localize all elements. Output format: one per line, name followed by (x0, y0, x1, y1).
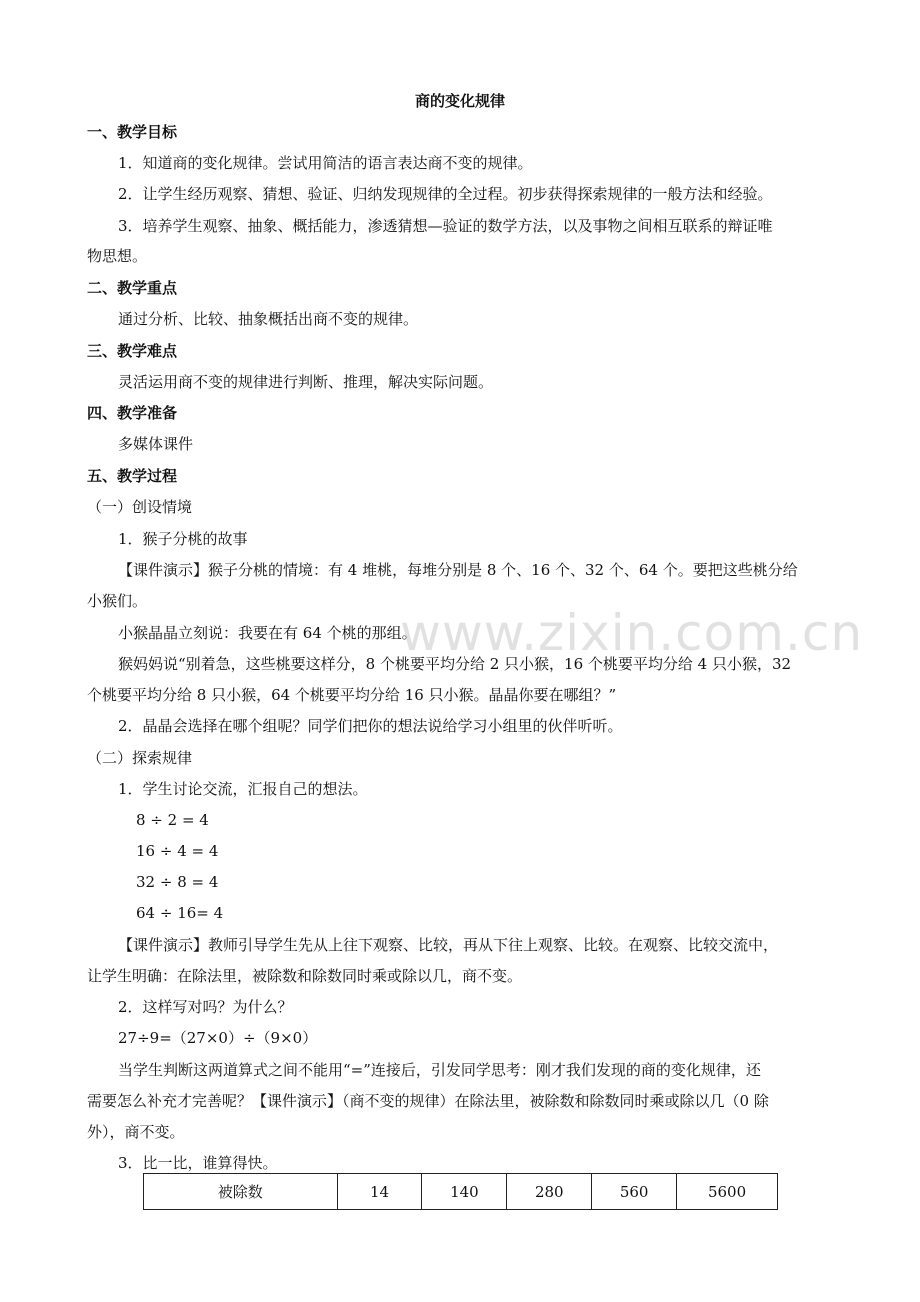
part2-demo-line1: 【课件演示】教师引导学生先从上往下观察、比较，再从下往上观察、比较。在观察、比较交流中， (118, 936, 779, 954)
section-heading-difficulties: 三、教学难点 (87, 342, 178, 360)
equation-2: 16 ÷ 4 = 4 (136, 842, 219, 860)
part2-item3: 3．比一比，谁算得快。 (118, 1154, 278, 1172)
section-heading-process: 五、教学过程 (87, 467, 178, 485)
part1-item2: 2．晶晶会选择在哪个组呢？同学们把你的想法说给学习小组里的伙伴听听。 (118, 717, 623, 735)
watermark: www.zixin.com.cn (400, 604, 864, 662)
part1-quote2-line1: 猴妈妈说“别着急，这些桃要这样分，8 个桃要平均分给 2 只小猴，16 个桃要平均分给 4 只小猴，32 (118, 655, 792, 673)
part2-demo-line2: 让学生明确：在除法里，被除数和除数同时乘或除以几，商不变。 (87, 967, 523, 985)
part1-item1: 1．猴子分桃的故事 (118, 530, 248, 548)
table-cell: 280 (507, 1174, 592, 1210)
objective-2: 2．让学生经历观察、猜想、验证、归纳发现规律的全过程。初步获得探索规律的一般方法和经验。 (118, 185, 773, 203)
part2-item1: 1．学生讨论交流，汇报自己的想法。 (118, 780, 368, 798)
equation-4: 64 ÷ 16= 4 (136, 904, 224, 922)
preparation-text: 多媒体课件 (118, 435, 194, 453)
part1-demo-line1: 【课件演示】猴子分桃的情境：有 4 堆桃，每堆分别是 8 个、16 个、32 个、64 个。要把这些桃分给 (118, 561, 798, 579)
difficulties-text: 灵活运用商不变的规律进行判断、推理，解决实际问题。 (118, 373, 494, 391)
objective-1: 1．知道商的变化规律。尝试用简洁的语言表达商不变的规律。 (118, 154, 533, 172)
objective-3: 3．培养学生观察、抽象、概括能力，渗透猜想—验证的数学方法，以及事物之间相互联系的辩证唯 (118, 217, 773, 235)
part1-quote2-line2: 个桃要平均分给 8 只小猴，64 个桃要平均分给 16 只小猴。晶晶你要在哪组？” (87, 686, 617, 704)
section-heading-key-points: 二、教学重点 (87, 279, 178, 297)
part2-para-line1: 当学生判断这两道算式之间不能用“=”连接后，引发同学思考：刚才我们发现的商的变化规律，还 (118, 1061, 761, 1079)
table-cell: 14 (337, 1174, 422, 1210)
table-row (144, 1174, 778, 1210)
part2-item2: 2．这样写对吗？为什么？ (118, 998, 293, 1016)
part2-para-line2: 需要怎么补充才完善呢？【课件演示】（商不变的规律）在除法里，被除数和除数同时乘或除以几（0 除 (87, 1092, 769, 1110)
section-heading-preparation: 四、教学准备 (87, 404, 178, 422)
part1-heading: （一）创设情境 (87, 498, 193, 516)
equation-1: 8 ÷ 2 = 4 (136, 811, 209, 829)
table-cell: 560 (592, 1174, 677, 1210)
part2-heading: （二）探索规律 (87, 749, 193, 767)
part1-quote1: 小猴晶晶立刻说：我要在有 64 个桃的那组。 (118, 624, 417, 642)
part2-eq-zero: 27÷9=（27×0）÷（9×0） (118, 1029, 318, 1047)
table-cell: 140 (422, 1174, 507, 1210)
part1-demo-line2: 小猴们。 (87, 592, 148, 610)
dividend-table (143, 1173, 778, 1210)
key-points-text: 通过分析、比较、抽象概括出商不变的规律。 (118, 310, 419, 328)
document-title: 商的变化规律 (414, 92, 505, 110)
section-heading-objectives: 一、教学目标 (87, 123, 178, 141)
part2-para-line3: 外），商不变。 (87, 1123, 185, 1141)
objective-3-cont: 物思想。 (87, 247, 148, 265)
table-row-label: 被除数 (144, 1174, 338, 1210)
table-cell: 5600 (677, 1174, 778, 1210)
equation-3: 32 ÷ 8 = 4 (136, 873, 219, 891)
